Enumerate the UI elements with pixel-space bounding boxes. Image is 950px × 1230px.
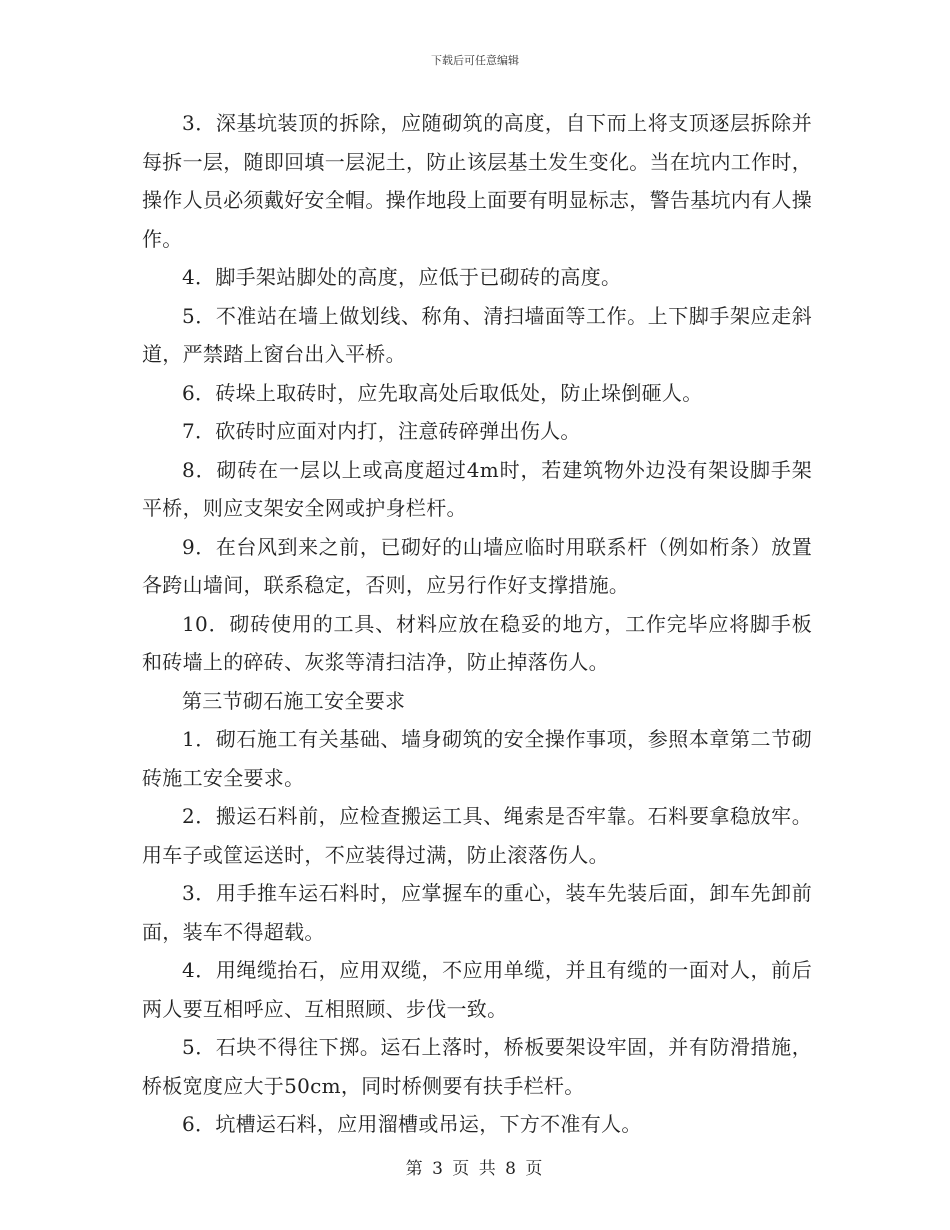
paragraph: 10．砌砖使用的工具、材料应放在稳妥的地方，工作完毕应将脚手板和砖墙上的碎砖、灰浆等清扫洁净，防止掉落伤人。	[142, 611, 812, 674]
section-heading: 第三节砌石施工安全要求	[182, 688, 406, 713]
paragraph: 3．用手推车运石料时，应掌握车的重心，装车先装后面，卸车先卸前面，装车不得超载。	[142, 881, 812, 944]
paragraph: 3．深基坑装顶的拆除，应随砌筑的高度，自下而上将支顶逐层拆除并每拆一层，随即回填一层泥土，防止该层基土发生变化。当在坑内工作时，操作人员必须戴好安全帽。操作地段上面要有明显标志，警告基坑内有人操作。	[142, 111, 812, 251]
page-header: 下载后可任意编辑	[431, 54, 519, 67]
paragraph: 9．在台风到来之前，已砌好的山墙应临时用联系杆（例如桁条）放置各跨山墙间，联系稳定，否则，应另行作好支撑措施。	[142, 534, 812, 597]
paragraph: 7．砍砖时应面对内打，注意砖碎弹出伤人。	[182, 419, 581, 443]
paragraph: 1．砌石施工有关基础、墙身砌筑的安全操作事项，参照本章第二节砌砖施工安全要求。	[142, 727, 812, 790]
paragraph: 4．用绳缆抬石，应用双缆，不应用单缆，并且有缆的一面对人，前后两人要互相呼应、互相照顾、步伐一致。	[142, 958, 812, 1021]
paragraph: 8．砌砖在一层以上或高度超过4m时，若建筑物外边没有架设脚手架平桥，则应支架安全网或护身栏杆。	[142, 457, 812, 520]
paragraph: 4．脚手架站脚处的高度，应低于已砌砖的高度。	[182, 265, 622, 289]
page-number-footer: 第 3 页 共 8 页	[405, 1159, 545, 1179]
paragraph: 2．搬运石料前，应检查搬运工具、绳索是否牢靠。石料要拿稳放牢。用车子或筐运送时，不应装得过满，防止滚落伤人。	[142, 804, 812, 867]
document-body	[142, 104, 812, 1144]
paragraph: 6．砖垛上取砖时，应先取高处后取低处，防止垛倒砸人。	[182, 380, 703, 405]
paragraph: 5．石块不得往下掷。运石上落时，桥板要架设牢固，并有防滑措施，桥板宽度应大于50cm，同时桥侧要有扶手栏杆。	[142, 1035, 812, 1098]
paragraph: 5．不准站在墙上做划线、称角、清扫墙面等工作。上下脚手架应走斜道，严禁踏上窗台出入平桥。	[142, 303, 812, 366]
paragraph: 6．坑槽运石料，应用溜槽或吊运，下方不准有人。	[182, 1112, 642, 1136]
